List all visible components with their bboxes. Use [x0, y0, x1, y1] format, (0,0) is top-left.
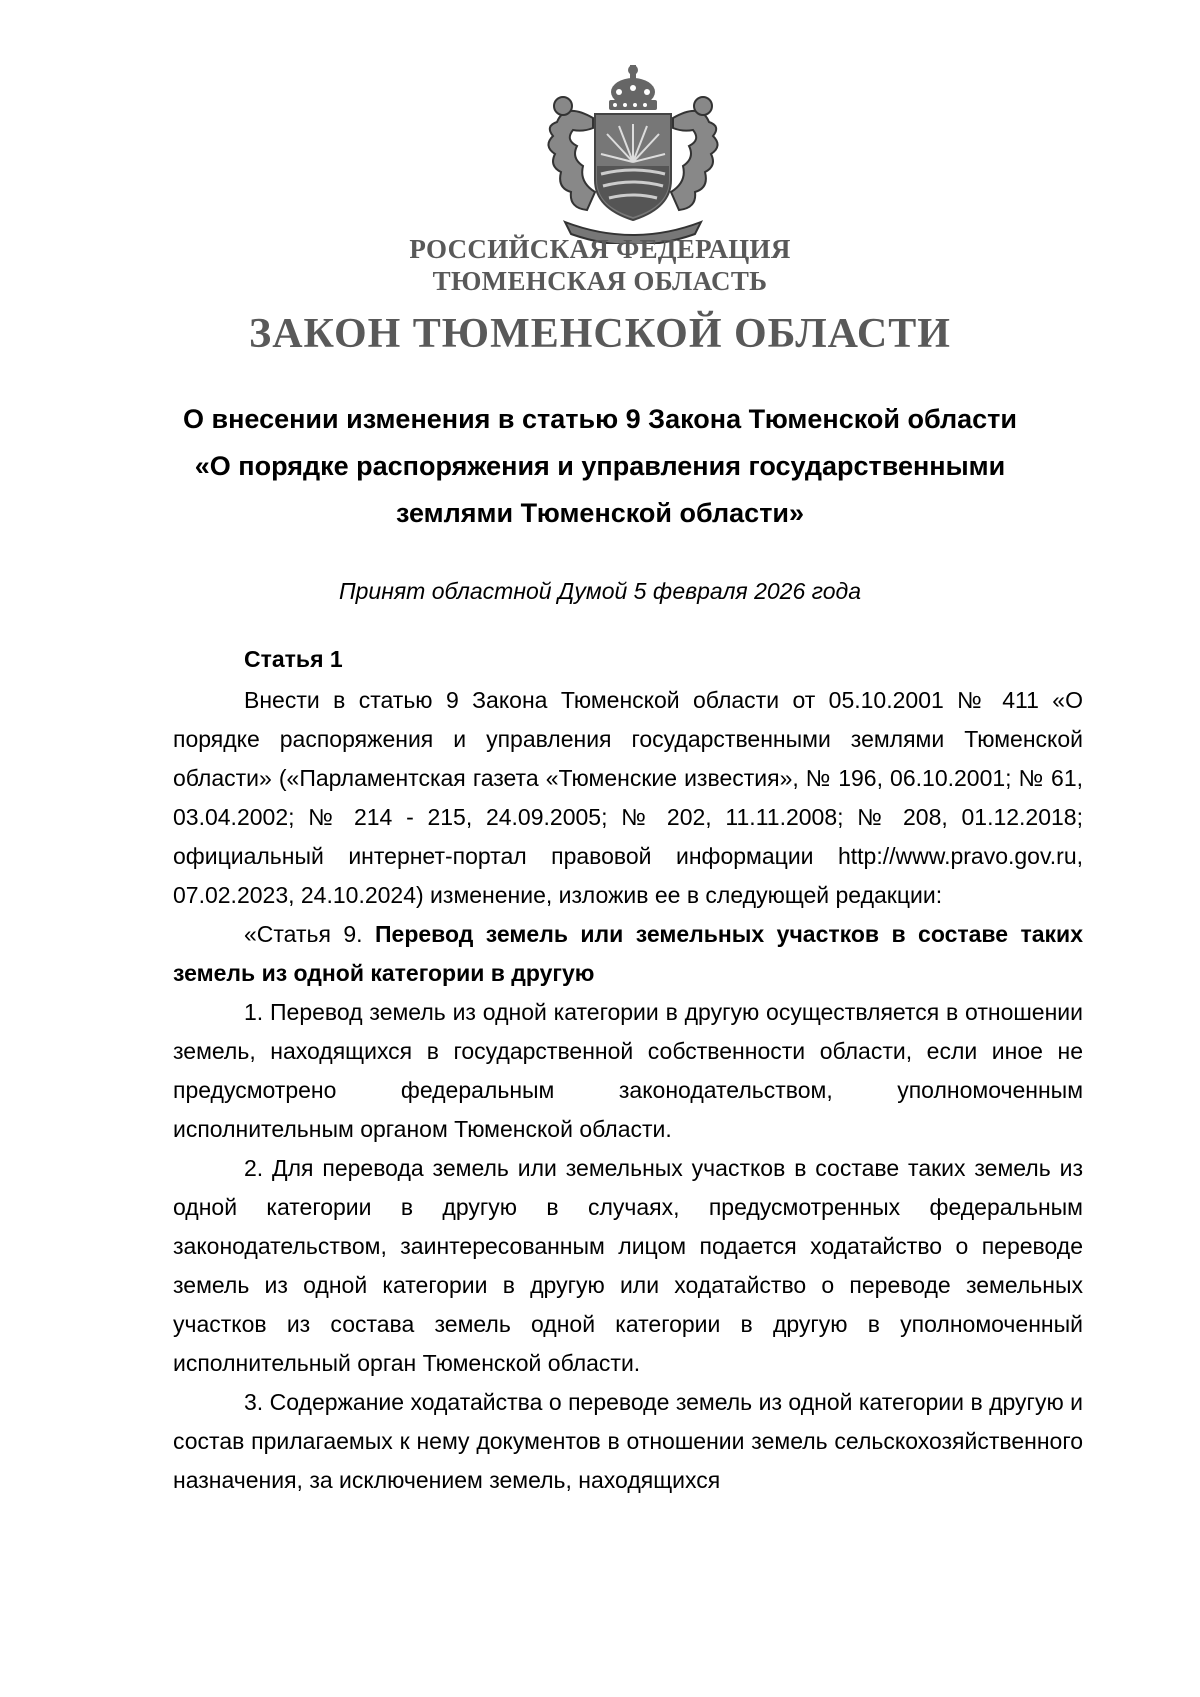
law-title-line: О внесении изменения в статью 9 Закона Тюменской области [183, 404, 1017, 434]
article9-title: Перевод земель или земельных участков в составе таких земель из одной категории в другую [173, 921, 1083, 986]
article-paragraph: 2. Для перевода земель или земельных участков в составе таких земель из одной категории в другую в случаях, предусмотренных федеральным законодательством, заинтересованным лицом подается ходатайство о переводе земель из одной категории в другую или ходатайство о переводе земельных участков из состава земель одной категории в другую в уполномоченный исполнительный орган Тюменской области. [173, 1155, 1083, 1376]
law-title [160, 396, 1040, 537]
article-paragraph: 1. Перевод земель из одной категории в другую осуществляется в отношении земель, находящихся в государственной собственности области, если иное не предусмотрено федеральным законодательством, уполномоченным исполнительным органом Тюменской области. [173, 999, 1083, 1142]
region-heading: ТЮМЕНСКАЯ ОБЛАСТЬ [432, 266, 768, 296]
article-body [173, 681, 1083, 1500]
article-intro: Внести в статью 9 Закона Тюменской области от 05.10.2001 № 411 «О порядке распоряжения и управления государственными землями Тюменской области» («Парламентская газета «Тюменские известия», № 196, 06.10.2001; № 61, 03.04.2002; № 214 - 215, 24.09.2005; № 202, 11.11.2008; № 208, 01.12.2018; официальный интернет-портал правовой информации http://www.pravo.gov.ru, 07.02.2023, 24.10.2024) изменение, изложив ее в следующей редакции: [173, 687, 1083, 908]
country-heading: РОССИЙСКАЯ ФЕДЕРАЦИЯ [409, 234, 791, 264]
coat-of-arms-icon [535, 62, 731, 244]
article-paragraph: 3. Содержание ходатайства о переводе земель из одной категории в другую и состав прилагаемых к нему документов в отношении земель сельскохозяйственного назначения, за исключением земель, находящихся [173, 1389, 1083, 1493]
law-title-line: «О порядке распоряжения и управления государственными [194, 451, 1006, 481]
article9-heading [173, 915, 1083, 993]
law-title-line: землями Тюменской области» [395, 498, 805, 528]
tyumen-emblem-icon [535, 62, 731, 244]
law-heading: ЗАКОН ТЮМЕНСКОЙ ОБЛАСТИ [249, 311, 951, 357]
article-heading: Статья 1 [244, 646, 343, 672]
adoption-note: Принят областной Думой 5 февраля 2026 года [338, 578, 862, 604]
article9-prefix: «Статья 9. [244, 921, 375, 947]
